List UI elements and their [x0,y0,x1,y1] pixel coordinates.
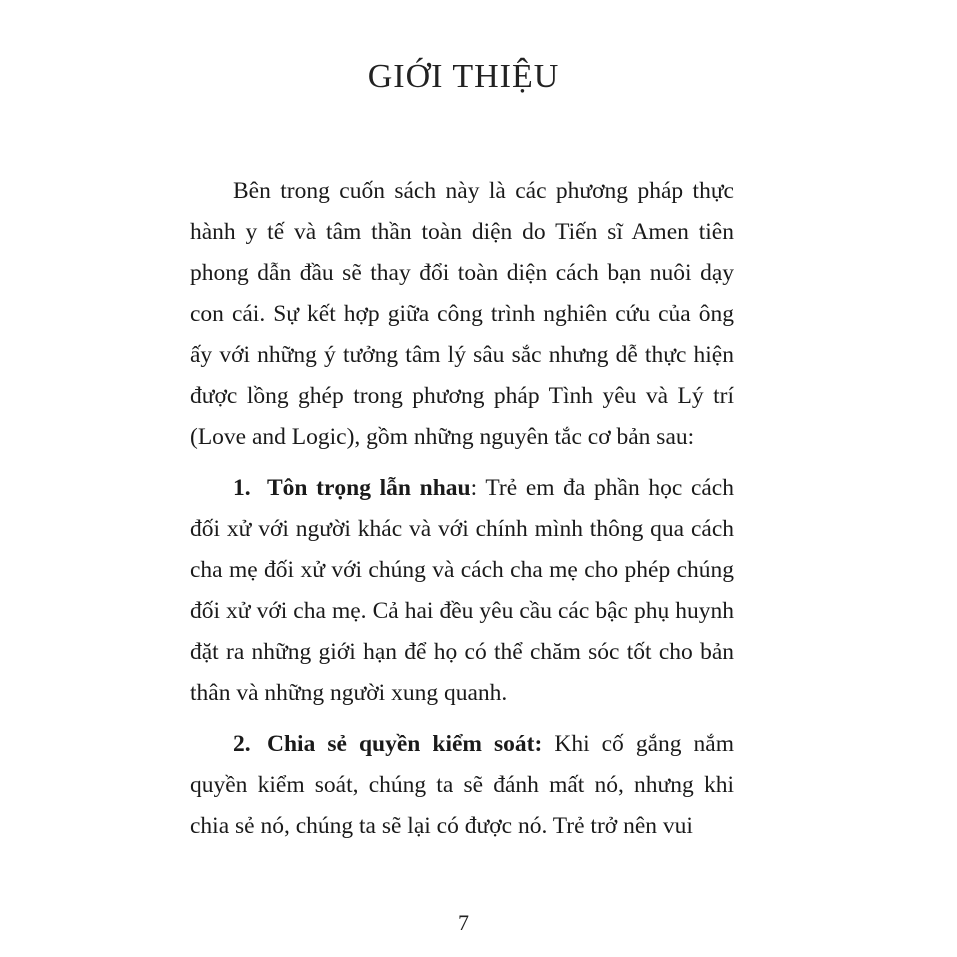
intro-paragraph: Bên trong cuốn sách này là các phương pháp thực hành y tế và tâm thần toàn diện do Tiến sĩ Amen tiên phong dẫn đầu sẽ thay đổi toàn diện cách bạn nuôi dạy con cái. Sự kết hợp giữa công trình nghiên cứu của ông ấy với những ý tưởng tâm lý sâu sắc nhưng dễ thực hiện được lồng ghép trong phương pháp Tình yêu và Lý trí (Love and Logic), gồm những nguyên tắc cơ bản sau: [190,178,734,450]
page-number: 7 [458,910,469,935]
list-item-title: Chia sẻ quyền kiểm soát: [267,731,543,757]
list-item-1 [190,468,734,714]
list-item-text: Khi cố gắng nắm quyền kiểm soát, chúng ta sẽ đánh mất nó, nhưng khi chia sẻ nó, chúng ta sẽ lại có được nó. Trẻ trở nên vui [190,731,734,839]
page-title: GIỚI THIỆU [367,58,560,95]
list-item-2 [190,724,734,847]
list-item-text: Trẻ em đa phần học cách đối xử với người khác và với chính mình thông qua cách cha mẹ đối xử với chúng và cách cha mẹ cho phép chúng đối xử với cha mẹ. Cả hai đều yêu cầu các bậc phụ huynh đặt ra những giới hạn để họ có thể chăm sóc tốt cho bản thân và những người xung quanh. [190,475,734,706]
list-item-number: 1. [233,475,251,501]
list-item-separator: : [470,475,478,501]
list-item-title: Tôn trọng lẫn nhau [267,475,471,501]
body-text [190,171,734,857]
list-item-number: 2. [233,731,251,757]
